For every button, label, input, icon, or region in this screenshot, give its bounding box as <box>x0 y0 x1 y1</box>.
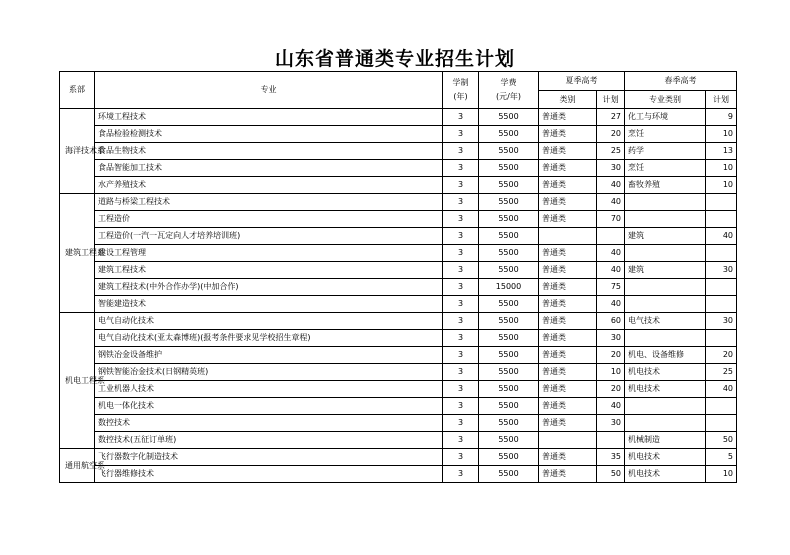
summer-type-cell: 普通类 <box>539 160 597 177</box>
fee-cell: 5500 <box>479 364 539 381</box>
header-fee <box>479 72 539 109</box>
years-cell: 3 <box>443 177 479 194</box>
spring-type-cell: 化工与环境 <box>625 109 706 126</box>
years-cell: 3 <box>443 381 479 398</box>
summer-type-cell: 普通类 <box>539 177 597 194</box>
fee-cell: 5500 <box>479 415 539 432</box>
header-fee-top: 学费 <box>500 78 517 87</box>
major-cell: 建筑工程技术(中外合作办学)(中加合作) <box>95 279 443 296</box>
years-cell: 3 <box>443 449 479 466</box>
spring-plan-cell <box>706 194 737 211</box>
summer-type-cell: 普通类 <box>539 126 597 143</box>
spring-type-cell <box>625 211 706 228</box>
table-row <box>60 262 737 279</box>
spring-plan-cell: 25 <box>706 364 737 381</box>
header-dept: 系部 <box>60 72 95 109</box>
summer-plan-cell: 40 <box>597 194 625 211</box>
major-cell: 电气自动化技术 <box>95 313 443 330</box>
table-body <box>60 109 737 483</box>
years-cell: 3 <box>443 194 479 211</box>
fee-cell: 5500 <box>479 194 539 211</box>
spring-plan-cell <box>706 245 737 262</box>
table-row <box>60 449 737 466</box>
summer-plan-cell: 75 <box>597 279 625 296</box>
spring-type-cell <box>625 398 706 415</box>
department-cell <box>60 449 105 483</box>
spring-plan-cell: 30 <box>706 313 737 330</box>
fee-cell: 5500 <box>479 143 539 160</box>
table-row <box>60 245 737 262</box>
department-name: 建筑工程系 <box>65 248 105 257</box>
header-major: 专业 <box>95 72 443 109</box>
major-cell: 建筑工程技术 <box>95 262 443 279</box>
summer-plan-cell: 40 <box>597 398 625 415</box>
major-cell: 工业机器人技术 <box>95 381 443 398</box>
summer-type-cell <box>539 228 597 245</box>
summer-type-cell: 普通类 <box>539 449 597 466</box>
spring-type-cell: 机电技术 <box>625 449 706 466</box>
years-cell: 3 <box>443 432 479 449</box>
spring-type-cell: 电气技术 <box>625 313 706 330</box>
summer-plan-cell: 40 <box>597 262 625 279</box>
major-cell: 电气自动化技术(亚太森博班)(报考条件要求见学校招生章程) <box>95 330 443 347</box>
department-name: 通用航空系 <box>65 460 105 470</box>
years-cell: 3 <box>443 330 479 347</box>
summer-type-cell: 普通类 <box>539 194 597 211</box>
fee-cell: 5500 <box>479 432 539 449</box>
summer-type-cell: 普通类 <box>539 245 597 262</box>
years-cell: 3 <box>443 398 479 415</box>
major-cell: 机电一体化技术 <box>95 398 443 415</box>
spring-type-cell: 机电技术 <box>625 381 706 398</box>
fee-cell: 5500 <box>479 466 539 483</box>
major-cell: 工程造价 <box>95 211 443 228</box>
header-spring: 春季高考 <box>625 72 737 91</box>
header-years-bottom: (年) <box>453 92 468 101</box>
header-spring-plan: 计划 <box>706 91 737 109</box>
summer-plan-cell <box>597 228 625 245</box>
department-cell <box>60 313 105 449</box>
table-row <box>60 296 737 313</box>
header-summer-plan: 计划 <box>597 91 625 109</box>
table-row <box>60 177 737 194</box>
years-cell: 3 <box>443 245 479 262</box>
major-cell: 食品生物技术 <box>95 143 443 160</box>
major-cell: 环境工程技术 <box>95 109 443 126</box>
summer-type-cell: 普通类 <box>539 313 597 330</box>
major-cell: 飞行器数字化制造技术 <box>95 449 443 466</box>
major-cell: 钢铁冶金设备维护 <box>95 347 443 364</box>
years-cell: 3 <box>443 313 479 330</box>
table-row <box>60 109 737 126</box>
years-cell: 3 <box>443 296 479 313</box>
fee-cell: 5500 <box>479 126 539 143</box>
table-row <box>60 364 737 381</box>
table-row <box>60 381 737 398</box>
summer-type-cell: 普通类 <box>539 211 597 228</box>
summer-plan-cell: 20 <box>597 381 625 398</box>
spring-plan-cell: 30 <box>706 262 737 279</box>
table-row <box>60 211 737 228</box>
summer-type-cell: 普通类 <box>539 296 597 313</box>
summer-type-cell: 普通类 <box>539 330 597 347</box>
years-cell: 3 <box>443 279 479 296</box>
spring-plan-cell <box>706 398 737 415</box>
summer-type-cell: 普通类 <box>539 381 597 398</box>
years-cell: 3 <box>443 364 479 381</box>
spring-plan-cell <box>706 330 737 347</box>
table-row <box>60 466 737 483</box>
major-cell: 食品智能加工技术 <box>95 160 443 177</box>
major-cell: 钢铁智能冶金技术(日钢精英班) <box>95 364 443 381</box>
spring-type-cell: 机械制造 <box>625 432 706 449</box>
spring-plan-cell: 13 <box>706 143 737 160</box>
spring-type-cell: 烹饪 <box>625 126 706 143</box>
department-name: 机电工程系 <box>65 375 105 385</box>
major-cell: 飞行器维修技术 <box>95 466 443 483</box>
spring-plan-cell: 40 <box>706 381 737 398</box>
summer-plan-cell: 40 <box>597 296 625 313</box>
department-name: 海洋技术系 <box>65 146 105 155</box>
spring-plan-cell: 5 <box>706 449 737 466</box>
fee-cell: 5500 <box>479 160 539 177</box>
table-row <box>60 126 737 143</box>
major-cell: 智能建造技术 <box>95 296 443 313</box>
spring-plan-cell: 20 <box>706 347 737 364</box>
fee-cell: 5500 <box>479 228 539 245</box>
major-cell: 工程造价(一汽一瓦定向人才培养培训班) <box>95 228 443 245</box>
fee-cell: 15000 <box>479 279 539 296</box>
summer-plan-cell: 50 <box>597 466 625 483</box>
spring-plan-cell <box>706 279 737 296</box>
summer-plan-cell: 27 <box>597 109 625 126</box>
spring-type-cell <box>625 330 706 347</box>
years-cell: 3 <box>443 160 479 177</box>
table-row <box>60 160 737 177</box>
summer-plan-cell <box>597 432 625 449</box>
fee-cell: 5500 <box>479 347 539 364</box>
summer-plan-cell: 35 <box>597 449 625 466</box>
summer-type-cell: 普通类 <box>539 262 597 279</box>
header-summer-type: 类别 <box>539 91 597 109</box>
spring-type-cell <box>625 279 706 296</box>
summer-type-cell: 普通类 <box>539 109 597 126</box>
summer-plan-cell: 10 <box>597 364 625 381</box>
summer-plan-cell: 30 <box>597 160 625 177</box>
years-cell: 3 <box>443 126 479 143</box>
summer-plan-cell: 20 <box>597 347 625 364</box>
table-row <box>60 228 737 245</box>
fee-cell: 5500 <box>479 398 539 415</box>
page-title: 山东省普通类专业招生计划 <box>274 48 515 70</box>
spring-plan-cell: 9 <box>706 109 737 126</box>
spring-type-cell <box>625 194 706 211</box>
summer-type-cell: 普通类 <box>539 398 597 415</box>
table-row <box>60 143 737 160</box>
years-cell: 3 <box>443 347 479 364</box>
spring-plan-cell: 10 <box>706 466 737 483</box>
summer-type-cell: 普通类 <box>539 364 597 381</box>
header-fee-bottom: (元/年) <box>496 92 521 101</box>
header-row-top <box>60 72 737 91</box>
summer-plan-cell: 40 <box>597 177 625 194</box>
spring-plan-cell <box>706 296 737 313</box>
spring-plan-cell: 10 <box>706 177 737 194</box>
summer-plan-cell: 40 <box>597 245 625 262</box>
fee-cell: 5500 <box>479 381 539 398</box>
table-row <box>60 432 737 449</box>
summer-type-cell: 普通类 <box>539 347 597 364</box>
fee-cell: 5500 <box>479 449 539 466</box>
spring-plan-cell: 10 <box>706 160 737 177</box>
fee-cell: 5500 <box>479 296 539 313</box>
years-cell: 3 <box>443 228 479 245</box>
summer-plan-cell: 70 <box>597 211 625 228</box>
spring-plan-cell: 40 <box>706 228 737 245</box>
table-row <box>60 313 737 330</box>
spring-type-cell: 建筑 <box>625 228 706 245</box>
years-cell: 3 <box>443 109 479 126</box>
fee-cell: 5500 <box>479 262 539 279</box>
years-cell: 3 <box>443 415 479 432</box>
summer-plan-cell: 30 <box>597 415 625 432</box>
spring-plan-cell: 50 <box>706 432 737 449</box>
major-cell: 食品检验检测技术 <box>95 126 443 143</box>
spring-type-cell: 机电、设备维修 <box>625 347 706 364</box>
spring-type-cell: 烹饪 <box>625 160 706 177</box>
summer-type-cell: 普通类 <box>539 279 597 296</box>
years-cell: 3 <box>443 211 479 228</box>
major-cell: 建设工程管理 <box>95 245 443 262</box>
spring-type-cell <box>625 296 706 313</box>
spring-type-cell <box>625 245 706 262</box>
header-summer: 夏季高考 <box>539 72 625 91</box>
table-row <box>60 330 737 347</box>
fee-cell: 5500 <box>479 109 539 126</box>
department-cell <box>60 194 105 313</box>
spring-type-cell: 机电技术 <box>625 364 706 381</box>
table-row <box>60 347 737 364</box>
summer-plan-cell: 25 <box>597 143 625 160</box>
fee-cell: 5500 <box>479 313 539 330</box>
spring-plan-cell: 10 <box>706 126 737 143</box>
summer-type-cell <box>539 432 597 449</box>
header-years-top: 学制 <box>452 78 469 87</box>
table-row <box>60 194 737 211</box>
summer-plan-cell: 30 <box>597 330 625 347</box>
spring-type-cell: 机电技术 <box>625 466 706 483</box>
major-cell: 数控技术(五征订单班) <box>95 432 443 449</box>
years-cell: 3 <box>443 466 479 483</box>
summer-plan-cell: 60 <box>597 313 625 330</box>
spring-type-cell: 畜牧养殖 <box>625 177 706 194</box>
spring-type-cell: 建筑 <box>625 262 706 279</box>
table-row <box>60 398 737 415</box>
summer-plan-cell: 20 <box>597 126 625 143</box>
spring-type-cell <box>625 415 706 432</box>
spring-plan-cell <box>706 211 737 228</box>
years-cell: 3 <box>443 143 479 160</box>
fee-cell: 5500 <box>479 211 539 228</box>
summer-type-cell: 普通类 <box>539 415 597 432</box>
major-cell: 数控技术 <box>95 415 443 432</box>
major-cell: 水产养殖技术 <box>95 177 443 194</box>
major-cell: 道路与桥梁工程技术 <box>95 194 443 211</box>
years-cell: 3 <box>443 262 479 279</box>
spring-plan-cell <box>706 415 737 432</box>
department-cell <box>60 109 105 194</box>
table-row <box>60 279 737 296</box>
summer-type-cell: 普通类 <box>539 466 597 483</box>
table-row <box>60 415 737 432</box>
fee-cell: 5500 <box>479 177 539 194</box>
spring-type-cell: 药学 <box>625 143 706 160</box>
summer-type-cell: 普通类 <box>539 143 597 160</box>
enrollment-plan-table <box>59 71 737 483</box>
fee-cell: 5500 <box>479 245 539 262</box>
fee-cell: 5500 <box>479 330 539 347</box>
header-years <box>443 72 479 109</box>
header-spring-type: 专业类别 <box>625 91 706 109</box>
